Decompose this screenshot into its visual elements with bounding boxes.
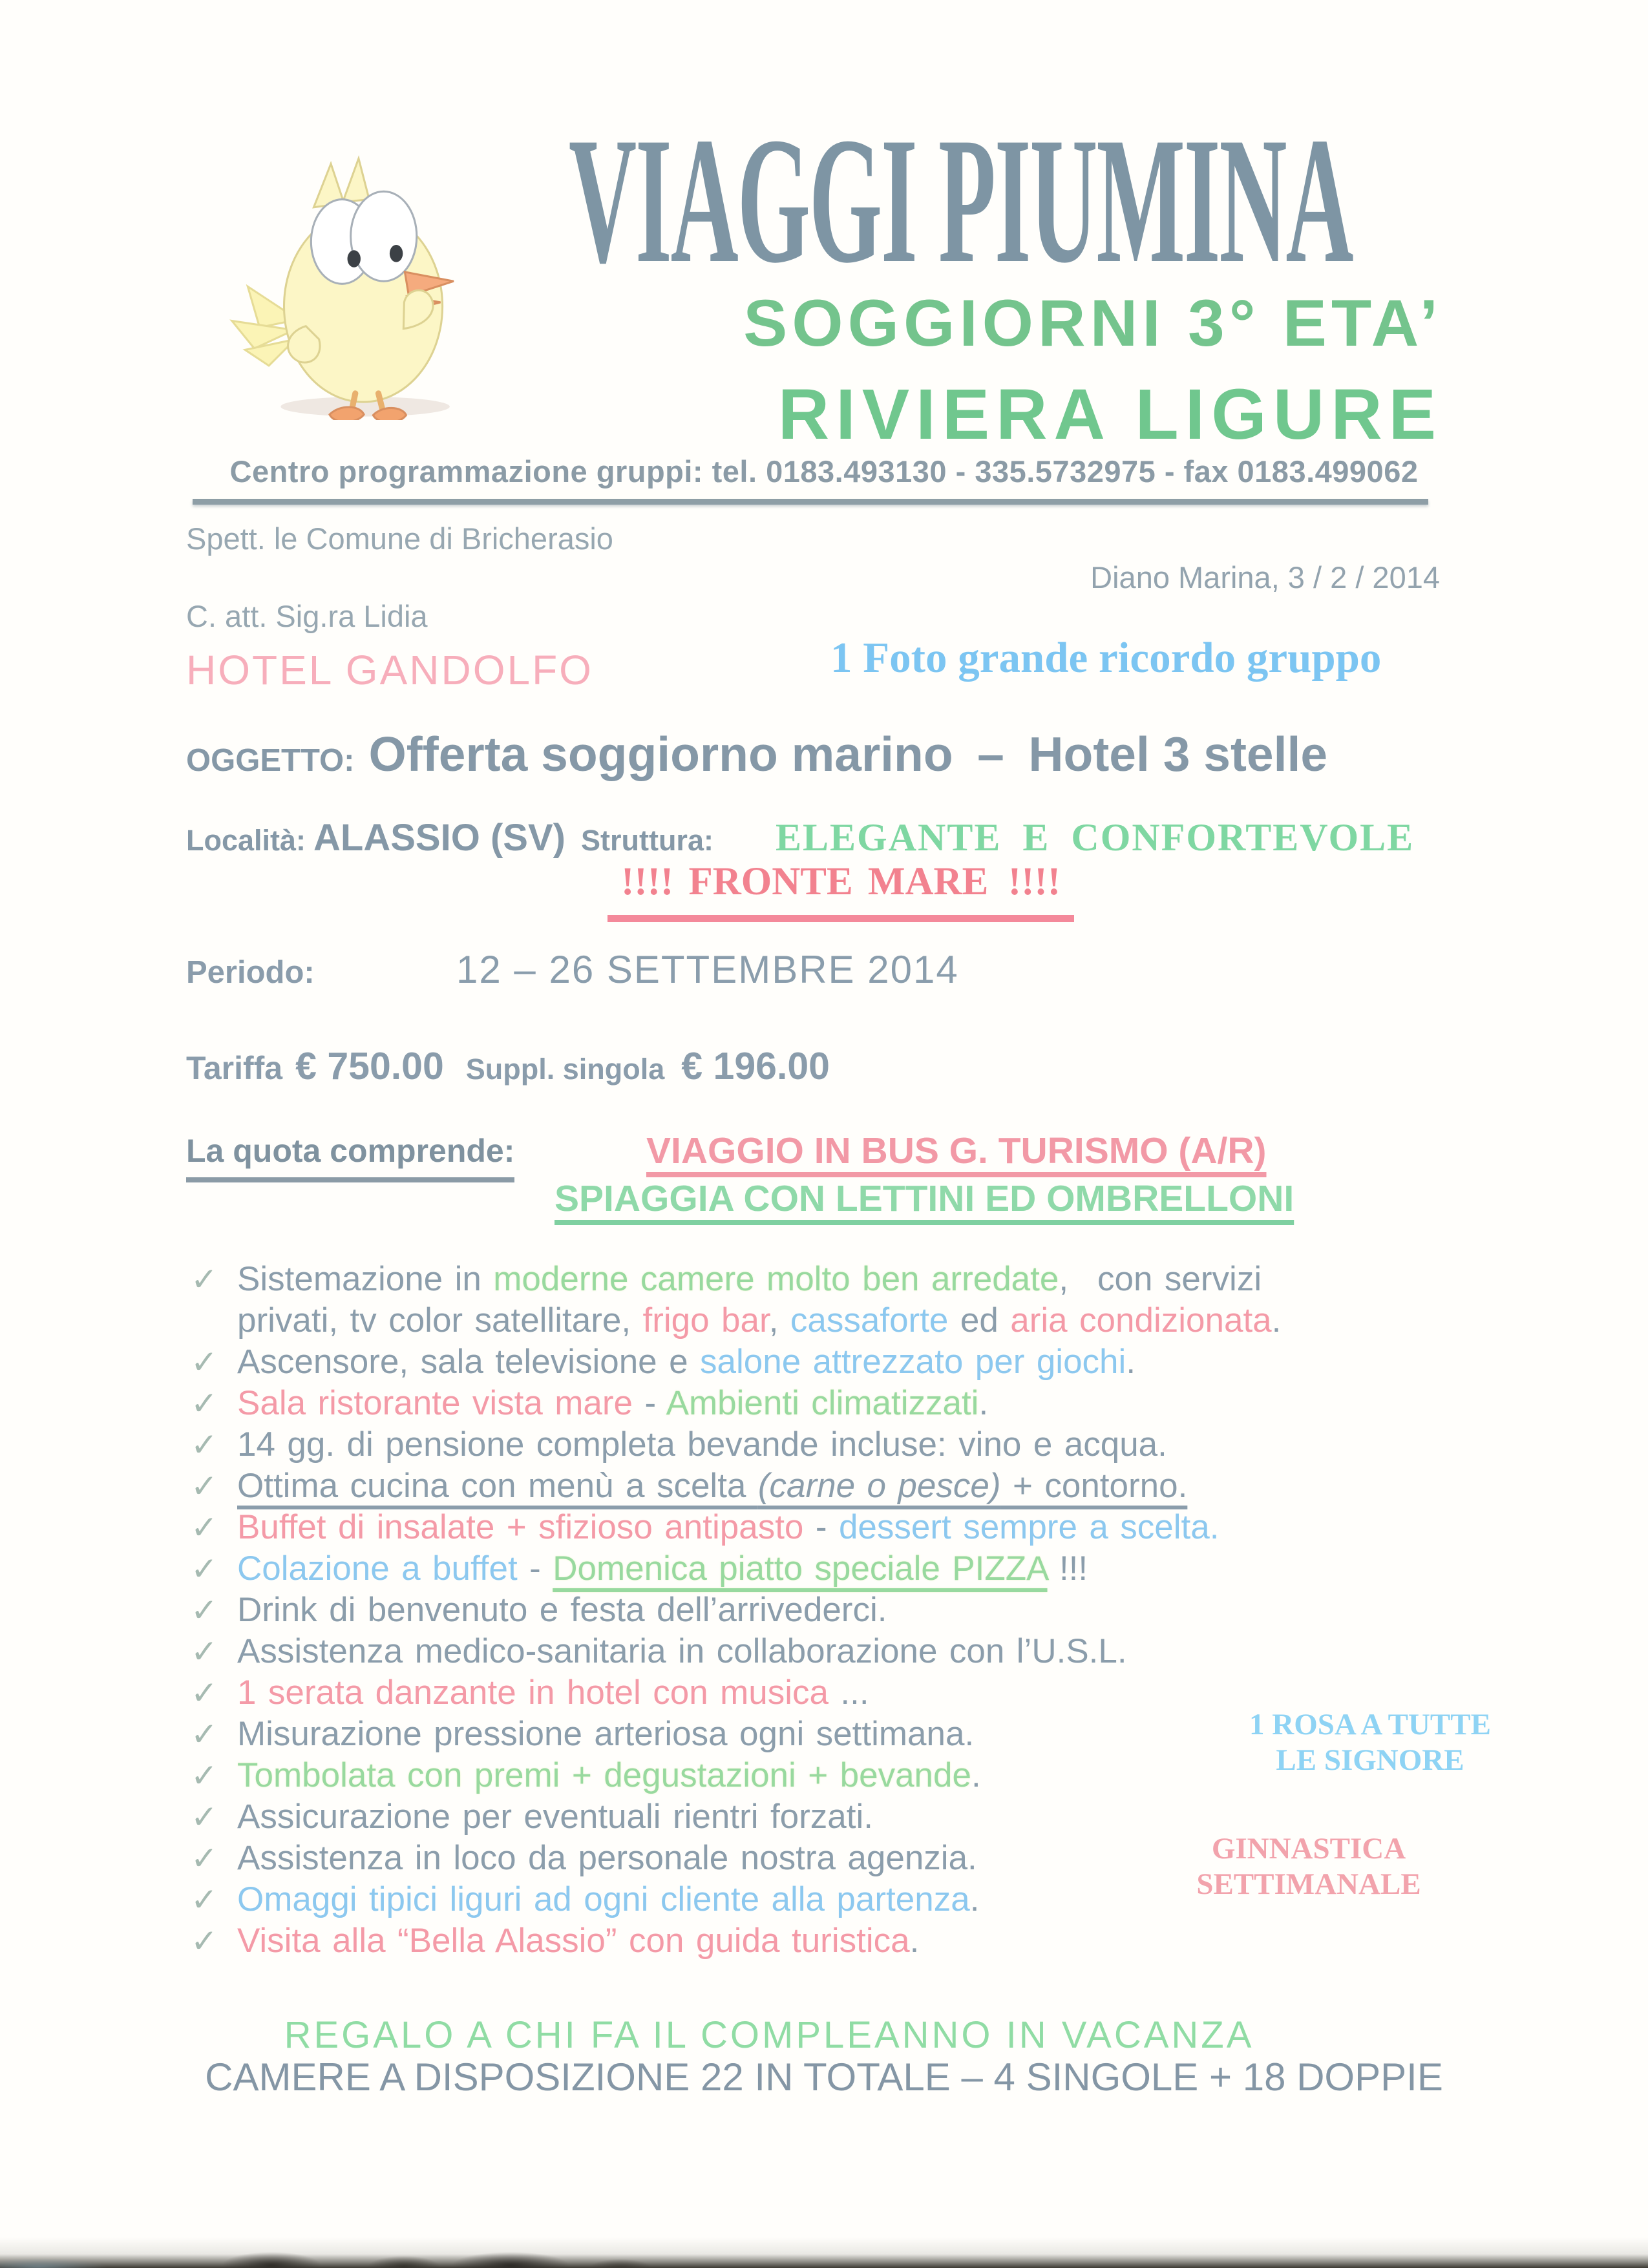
attention-line: C. att. Sig.ra Lidia (186, 599, 428, 633)
check-icon: ✓ (191, 1799, 218, 1835)
contact-line: Centro programmazione gruppi: tel. 0183.493130 - 335.5732975 - fax 0183.499062 (229, 454, 1419, 488)
benefit-text-segment: Colazione a buffet (237, 1549, 518, 1588)
benefit-text-segment: , con servizi (1059, 1260, 1262, 1298)
check-icon: ✓ (191, 1551, 218, 1587)
check-icon: ✓ (191, 1592, 218, 1628)
gym-note (1170, 1831, 1448, 1902)
gym-note-line2: SETTIMANALE (1196, 1867, 1421, 1901)
benefit-text-segment: (carne o pesce) (757, 1467, 1001, 1505)
benefit-text-segment: Assistenza in loco da personale nostra agenzia. (237, 1839, 977, 1877)
benefit-text-segment: 1 serata danzante in hotel con musica (237, 1674, 829, 1712)
subject-label: OGGETTO: (186, 743, 355, 778)
benefit-text-segment: Visita alla “Bella Alassio” con guida turistica (237, 1922, 910, 1960)
check-icon: ✓ (191, 1385, 218, 1422)
benefit-text-segment: Drink di benvenuto e festa dell’arrivederci. (237, 1591, 887, 1629)
price-row (186, 1044, 830, 1088)
benefit-item (191, 1383, 1419, 1424)
benefit-text-segment: Ascensore, sala televisione e (237, 1343, 701, 1381)
benefit-text-segment: 14 gg. di pensione completa bevande incluse: vino e acqua. (237, 1425, 1167, 1464)
brand-title: VIAGGI PIUMINA (569, 100, 1353, 300)
location-label: Località: (186, 824, 306, 857)
benefit-text-segment: . (971, 1756, 981, 1794)
benefit-text-segment: Ottima cucina con menù a scelta (237, 1467, 758, 1505)
benefit-item (191, 1424, 1419, 1465)
benefit-text-segment: Assicurazione per eventuali rientri forzati. (237, 1798, 874, 1836)
benefit-text-segment: Assistenza medico-sanitaria in collaborazione con l’U.S.L. (237, 1632, 1127, 1670)
check-icon: ✓ (191, 1427, 218, 1463)
benefit-text-segment: - (633, 1384, 666, 1422)
price-label: Tariffa (186, 1050, 283, 1086)
benefit-text-segment: aria condizionata (1010, 1301, 1272, 1339)
benefit-item (191, 1341, 1419, 1383)
benefit-text-segment: cassaforte (790, 1301, 949, 1339)
brand-subtitle-riviera: RIVIERA LIGURE (777, 375, 1442, 454)
check-icon: ✓ (191, 1675, 218, 1711)
includes-bus: VIAGGIO IN BUS G. TURISMO (A/R) (646, 1130, 1267, 1171)
structure-label: Struttura: (580, 824, 713, 857)
photo-note: 1 Foto grande ricordo gruppo (830, 634, 1382, 682)
benefit-text-segment: dessert sempre a scelta. (838, 1508, 1220, 1546)
benefit-text-segment: . (969, 1880, 980, 1918)
benefit-text-segment: Misurazione pressione arteriosa ogni settimana. (237, 1715, 975, 1753)
brand-subtitle-soggiorni: SOGGIORNI 3° ETA’ (743, 286, 1442, 360)
benefit-item (191, 1631, 1419, 1672)
check-icon: ✓ (191, 1261, 218, 1297)
benefit-text-segment: ed (948, 1301, 1011, 1339)
single-supplement-label: Suppl. singola (465, 1053, 665, 1086)
check-icon: ✓ (191, 1344, 218, 1380)
period-value: 12 – 26 SETTEMBRE 2014 (456, 948, 959, 991)
rose-note (1221, 1707, 1519, 1778)
benefit-text-segment: + contorno. (1000, 1467, 1188, 1505)
benefit-item (191, 1590, 1419, 1631)
check-icon: ✓ (191, 1716, 218, 1752)
benefit-item (191, 1548, 1419, 1590)
hotel-name: HOTEL GANDOLFO (186, 647, 593, 693)
footer-rooms-line: CAMERE A DISPOSIZIONE 22 IN TOTALE – 4 SINGOLE + 18 DOPPIE (205, 2055, 1443, 2099)
check-icon: ✓ (191, 1468, 218, 1504)
footer-birthday-line: REGALO A CHI FA IL COMPLEANNO IN VACANZA (284, 2014, 1254, 2056)
period-row (186, 947, 959, 992)
benefit-item (191, 1507, 1419, 1548)
header-divider (193, 499, 1428, 505)
check-icon: ✓ (191, 1633, 218, 1670)
rose-note-line2: LE SIGNORE (1276, 1743, 1464, 1777)
benefit-text-segment: - (517, 1549, 553, 1588)
bird-logo (207, 129, 517, 420)
recipient-line: Spett. le Comune di Bricherasio (186, 521, 613, 556)
location-value: ALASSIO (SV) (313, 817, 565, 859)
benefit-text-segment: Sala ristorante vista mare (237, 1384, 633, 1422)
date-line: Diano Marina, 3 / 2 / 2014 (1090, 560, 1440, 594)
subject-text: Offerta soggiorno marino – Hotel 3 stelle (368, 727, 1328, 781)
check-icon: ✓ (191, 1840, 218, 1876)
benefit-text-segment: . (978, 1384, 989, 1422)
benefit-text-segment: , (768, 1301, 790, 1339)
benefit-text-segment: Tombolata con premi + degustazioni + bevande (237, 1756, 971, 1794)
benefit-item (191, 1920, 1419, 1962)
benefit-text-segment: moderne camere molto ben arredate (493, 1260, 1059, 1298)
location-row (186, 815, 1414, 860)
includes-beach: SPIAGGIA CON LETTINI ED OMBRELLONI (555, 1178, 1294, 1219)
check-icon: ✓ (191, 1923, 218, 1959)
single-supplement-value: € 196.00 (681, 1045, 830, 1087)
benefit-text-segment: !!! (1047, 1549, 1088, 1588)
benefit-item (191, 1259, 1419, 1341)
structure-value: ELEGANTE E CONFORTEVOLE (775, 816, 1415, 859)
price-value: € 750.00 (295, 1045, 444, 1087)
scan-edge-artifact (0, 2237, 1648, 2268)
benefit-text-segment: ... (828, 1674, 869, 1712)
benefit-text-segment: Sistemazione in (237, 1260, 494, 1298)
check-icon: ✓ (191, 1509, 218, 1546)
benefit-text-segment: - (803, 1508, 839, 1546)
benefit-text-segment: . (1271, 1301, 1282, 1339)
benefit-text-segment: . (1126, 1343, 1136, 1381)
benefit-text-segment: frigo bar (642, 1301, 769, 1339)
benefit-text-segment: Buffet di insalate + sfizioso antipasto (237, 1508, 804, 1546)
benefit-text-segment: . (909, 1922, 920, 1960)
check-icon: ✓ (191, 1882, 218, 1918)
period-label: Periodo: (186, 955, 315, 990)
benefit-text-segment: salone attrezzato per giochi (700, 1343, 1126, 1381)
subject-row (186, 726, 1327, 782)
benefit-text-segment: privati, tv color satellitare, (237, 1301, 643, 1339)
benefit-item (191, 1465, 1419, 1507)
gym-note-line1: GINNASTICA (1211, 1832, 1406, 1865)
benefit-text-segment: Ambienti climatizzati (666, 1384, 979, 1422)
benefit-text-segment: Domenica piatto speciale PIZZA (553, 1549, 1048, 1588)
includes-label: La quota comprende: (186, 1132, 514, 1182)
check-icon: ✓ (191, 1758, 218, 1794)
front-sea-banner: !!!! FRONTE MARE !!!! (607, 859, 1074, 922)
rose-note-line1: 1 ROSA A TUTTE (1249, 1708, 1491, 1741)
benefit-text-segment: Omaggi tipici liguri ad ogni cliente alla partenza (237, 1880, 970, 1918)
